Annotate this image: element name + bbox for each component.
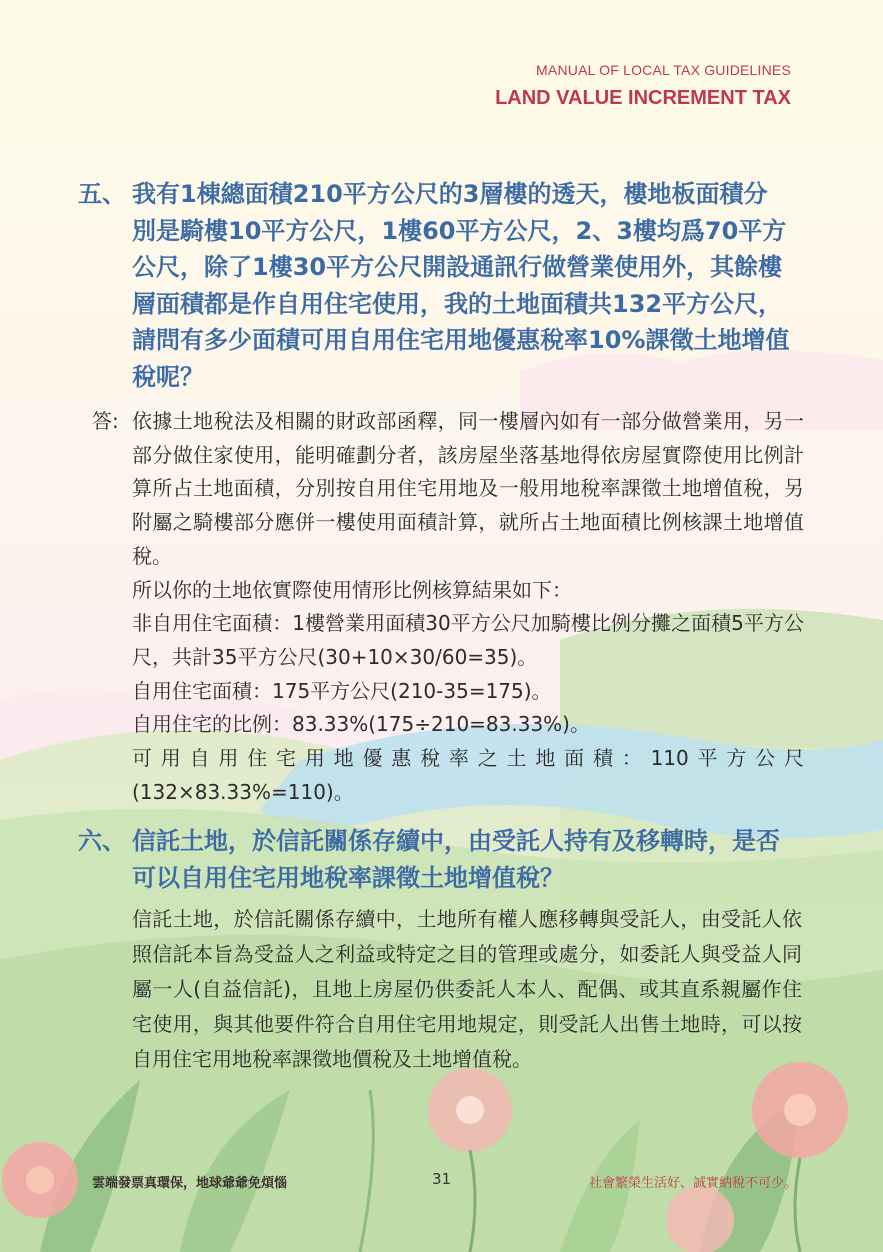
answer-5-para5: 自用住宅的比例：83.33%(175÷210=83.33%)。 (132, 712, 590, 737)
question-6-number: 六、 (78, 827, 126, 855)
answer-5-para2: 所以你的土地依實際使用情形比例核算結果如下： (132, 577, 572, 602)
question-5-text: 我有1棟總面積210平方公尺的3層樓的透天，樓地板面積分別是騎樓10平方公尺，1樓60平方公尺，2、3樓均爲70平方公尺，除了1樓30平方公尺開設通訊行做營業使用外，其餘樓層面積都是作自用住宅使用，我的土地面積共132平方公尺，請問有多少面積可用自用住宅用地優惠稅率10%課徵土地增值稅呢？ (132, 180, 790, 391)
page-number: 31 (432, 1170, 452, 1188)
question-6 (78, 823, 790, 896)
header-section-title: LAND VALUE INCREMENT TAX (495, 87, 791, 109)
question-6-text: 信託土地，於信託關係存續中，由受託人持有及移轉時，是否可以自用住宅用地稅率課徵土地增值稅？ (132, 827, 780, 892)
footer-left-slogan: 雲端發票真環保，地球爺爺免煩惱 (92, 1176, 288, 1191)
page-header (495, 62, 791, 110)
answer-5-para1: 依據土地稅法及相關的財政部函釋，同一樓層內如有一部分做營業用，另一部分做住家使用，能明確劃分者，該房屋坐落基地得依房屋實際使用比例計算所占土地面積，分別按自用住宅用地及一般用地稅率課徵土地增值稅，另附屬之騎樓部分應併一樓使用面積計算，就所占土地面積比例核課土地增值稅。 (132, 409, 804, 568)
header-manual-title: MANUAL OF LOCAL TAX GUIDELINES (536, 62, 791, 78)
answer-6 (132, 902, 802, 1077)
answer-5-para6: 可用自用住宅用地優惠稅率之土地面積：110平方公尺(132×83.33%=110)。 (132, 746, 804, 804)
footer-right-slogan: 社會繁榮生活好、誠實納稅不可少。 (588, 1176, 797, 1191)
question-5-number: 五、 (78, 180, 126, 208)
answer-6-para1: 信託土地，於信託關係存續中，土地所有權人應移轉與受託人，由受託人依照信託本旨為受益人之利益或特定之目的管理或處分，如委託人與受益人同屬一人(自益信託)，且地上房屋仍供委託人本人、配偶、或其直系親屬作住宅使用，與其他要件符合自用住宅用地規定，則受託人出售土地時，可以按自用住宅用地稅率課徵地價稅及土地增值稅。 (132, 907, 802, 1071)
question-5 (78, 176, 790, 396)
answer-5-para4: 自用住宅面積：175平方公尺(210-35=175)。 (132, 678, 552, 703)
answer-5 (92, 405, 804, 809)
answer-5-para3: 非自用住宅面積：1樓營業用面積30平方公尺加騎樓比例分攤之面積5平方公尺，共計35平方公尺(30+10×30/60=35)。 (132, 611, 804, 669)
answer-label: 答: (92, 409, 119, 433)
